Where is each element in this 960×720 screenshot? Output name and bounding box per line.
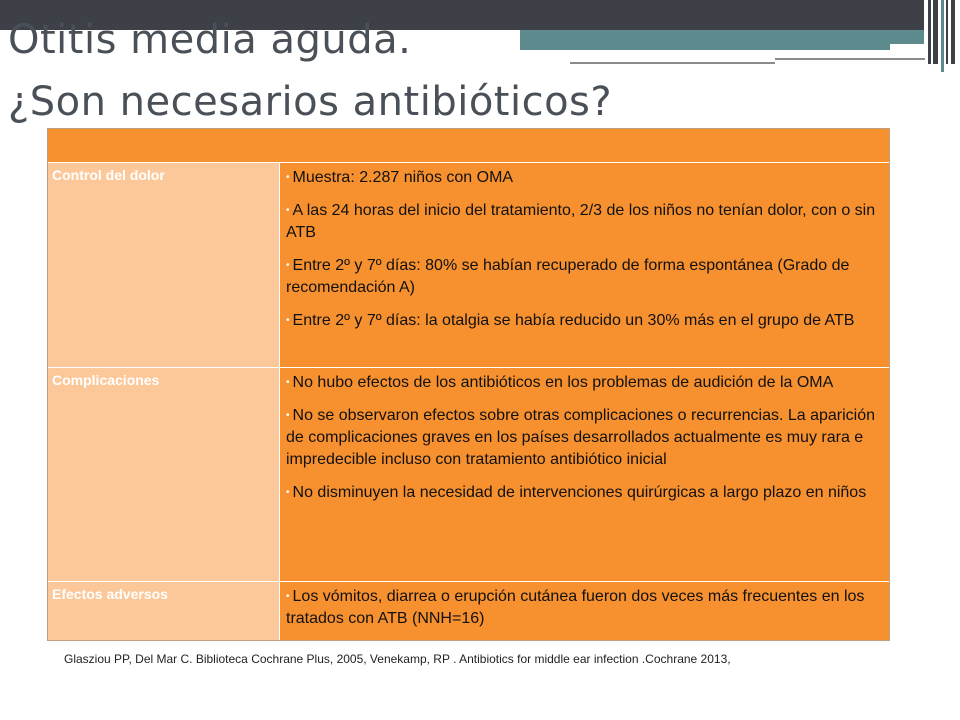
table-row-adverse-effects bbox=[48, 581, 889, 640]
evidence-table bbox=[47, 128, 890, 641]
bullet-item: • Entre 2º y 7º días: la otalgia se había reducido un 30% más en el grupo de ATB bbox=[286, 312, 855, 329]
bullet-item: • Los vómitos, diarrea o erupción cutánea fueron dos veces más frecuentes en los tratados con ATB (NNH=16) bbox=[286, 588, 865, 627]
slide-title: Otitis media aguda. bbox=[8, 17, 412, 63]
table-header-row bbox=[48, 129, 889, 162]
citation: Glasziou PP, Del Mar C. Biblioteca Cochrane Plus, 2005, Venekamp, RP . Antibiotics for middle ear infection .Cochrane 2013, bbox=[64, 652, 731, 666]
bullet-icon: • bbox=[286, 315, 290, 326]
header-line-white bbox=[570, 52, 888, 54]
bullet-icon: • bbox=[286, 377, 290, 388]
header-vbar bbox=[933, 0, 938, 64]
row-label: Complicaciones bbox=[52, 372, 160, 388]
row-label-cell bbox=[48, 582, 280, 640]
row-content-cell bbox=[280, 163, 889, 367]
table-header-cell-right bbox=[280, 129, 889, 162]
row-label-cell bbox=[48, 163, 280, 367]
header-line-grey bbox=[775, 58, 925, 60]
row-content-cell bbox=[280, 582, 889, 640]
table-row-complications bbox=[48, 367, 889, 581]
bullet-icon: • bbox=[286, 260, 290, 271]
header-line-grey-lower bbox=[570, 62, 775, 64]
row-label: Efectos adversos bbox=[52, 586, 168, 602]
bullet-item: • Entre 2º y 7º días: 80% se habían recuperado de forma espontánea (Grado de recomendación A) bbox=[286, 257, 850, 296]
bullet-icon: • bbox=[286, 172, 290, 183]
header-bar-teal bbox=[520, 30, 924, 44]
header-vbar bbox=[951, 0, 955, 64]
bullet-icon: • bbox=[286, 487, 290, 498]
bullet-item: • No se observaron efectos sobre otras complicaciones o recurrencias. La aparición de complicaciones graves en los países desarrollados actualmente es muy rara e impredecible incluso con tratamiento antibiótico inicial bbox=[286, 407, 876, 468]
bullet-icon: • bbox=[286, 591, 290, 602]
bullet-icon: • bbox=[286, 205, 290, 216]
bullet-item: • No disminuyen la necesidad de intervenciones quirúrgicas a largo plazo en niños bbox=[286, 484, 867, 501]
table-header-cell-left bbox=[48, 129, 280, 162]
slide-subtitle: ¿Son necesarios antibióticos? bbox=[8, 79, 613, 125]
bullet-icon: • bbox=[286, 410, 290, 421]
row-label: Control del dolor bbox=[52, 167, 165, 183]
row-content-cell bbox=[280, 368, 889, 581]
bullet-item: • A las 24 horas del inicio del tratamiento, 2/3 de los niños no tenían dolor, con o sin ATB bbox=[286, 202, 876, 241]
header-vbar-teal bbox=[941, 0, 944, 72]
header-bar-teal-lower bbox=[520, 44, 890, 50]
bullet-item: • Muestra: 2.287 niños con OMA bbox=[286, 169, 514, 186]
row-label-cell bbox=[48, 368, 280, 581]
header-vbar bbox=[946, 0, 948, 64]
table-row-pain-control bbox=[48, 162, 889, 367]
bullet-item: • No hubo efectos de los antibióticos en los problemas de audición de la OMA bbox=[286, 374, 834, 391]
header-vbar bbox=[928, 0, 931, 64]
